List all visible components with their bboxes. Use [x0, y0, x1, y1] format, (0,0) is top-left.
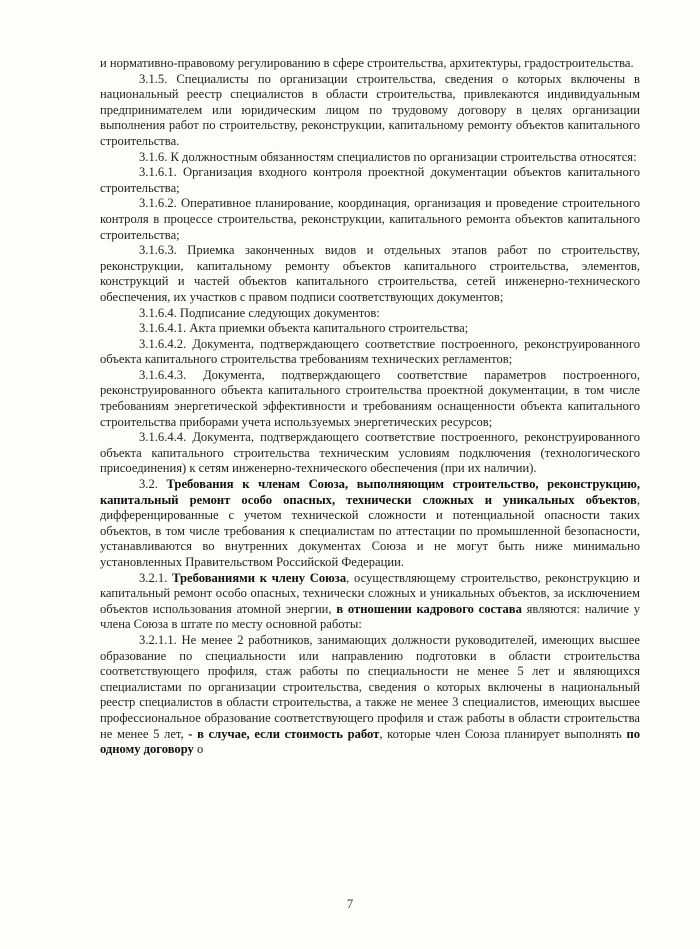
- paragraph: [100, 72, 640, 150]
- paragraph: [100, 368, 640, 430]
- paragraph-text: 3.1.6.4.3. Документа, подтверждающего соответствие параметров построенного, реконструированного объекта капитального строительства проектной документации, в том числе требованиям энергетической эффективности и требованиям оснащенности объекта капитального строительства приборами учета используемых энергетических ресурсов;: [100, 367, 640, 429]
- paragraph-text: 3.2.1.: [139, 570, 173, 585]
- paragraph: [100, 243, 640, 305]
- paragraph: [100, 321, 640, 337]
- paragraph: [100, 633, 640, 758]
- paragraph-text: 3.1.6.4.2. Документа, подтверждающего соответствие построенного, реконструированного объекта капитального строительства требованиям технических регламентов;: [100, 336, 640, 367]
- paragraph: [100, 430, 640, 477]
- paragraph-text: 3.1.6.4. Подписание следующих документов:: [139, 305, 380, 320]
- bold-text: - в случае, если стоимость работ: [188, 726, 380, 741]
- paragraph: [100, 477, 640, 571]
- paragraph: [100, 56, 640, 72]
- paragraph: [100, 571, 640, 633]
- document-body: [100, 56, 640, 758]
- paragraph-text: 3.1.5. Специалисты по организации строительства, сведения о которых включены в национальный реестр специалистов в области строительства, привлекаются индивидуальным предпринимателем или юридическим лицом по трудовому договору в целях организации выполнения работ по строительству, реконструкции, капитальному ремонту объектов капитального строительства.: [100, 71, 640, 148]
- paragraph-text: 3.1.6.3. Приемка законченных видов и отдельных этапов работ по строительству, реконструкции, капитальному ремонту объектов капитального строительства, элементов, конструкций и частей объектов капитального строительства, сетей инженерно-технического обеспечения, их участков с правом подписи соответствующих документов;: [100, 243, 640, 304]
- paragraph-text: 3.1.6.4.1. Акта приемки объекта капитального строительства;: [139, 321, 469, 336]
- paragraph: [100, 337, 640, 368]
- bold-text: в отношении кадрового состава: [336, 601, 522, 616]
- page-number: 7: [346, 897, 354, 911]
- paragraph: [100, 150, 640, 166]
- paragraph-text: , осуществляющему строительство, реконструкцию и капитальный ремонт особо опасных, технически сложных и уникальных объектов, за исключением объектов использования атомной энергии,: [100, 570, 640, 616]
- paragraph-text: 3.1.6. К должностным обязанностям специалистов по организации строительства относятся:: [139, 149, 637, 164]
- paragraph-text: 3.1.6.4.4. Документа, подтверждающего соответствие построенного, реконструированного объекта капитального строительства техническим условиям подключения (технологического присоединения) к сетям инженерно-технического обеспечения (при их наличии).: [100, 430, 640, 476]
- paragraph-text: , дифференцированные с учетом технической сложности и потенциальной опасности таких объектов, в том числе требования к специалистам по аттестации по промышленной безопасности, устанавливаются во внутренних документах Союза и не могут быть ниже минимально установленных Правительством Российской Федерации.: [100, 492, 640, 569]
- paragraph-text: являются: наличие у члена Союза в штате по месту основной работы:: [100, 601, 640, 632]
- bold-text: по одному договору: [100, 726, 640, 757]
- bold-text: Требования к членам Союза, выполняющим строительство, реконструкцию, капитальный ремонт особо опасных, технически сложных и уникальных объектов: [100, 477, 640, 507]
- paragraph-text: , которые член Союза планирует выполнять: [379, 726, 627, 741]
- paragraph-text: 3.2.1.1. Не менее 2 работников, занимающих должности руководителей, имеющих высшее образование по специальности или направлению подготовки в области строительства соответствующего профиля, стаж работы по специальности не менее 5 лет и являющихся специалистами по организации строительства, сведения о которых включены в национальный реестр специалистов в области строительства, а также не менее 3 специалистов, имеющих высшее профессиональное образование соответствующего профиля и стаж работы в области строительства не менее 5 лет,: [100, 632, 640, 741]
- paragraph-text: о: [193, 742, 204, 757]
- paragraph: [100, 165, 640, 196]
- bold-text: Требованиями к члену Союза: [172, 570, 347, 585]
- paragraph-text: 3.1.6.2. Оперативное планирование, координация, организация и проведение строительного контроля в процессе строительства, реконструкции, капитального ремонта объектов капитального строительства;: [100, 196, 640, 242]
- paragraph-text: 3.2.: [139, 477, 167, 492]
- paragraph-text: и нормативно-правовому регулированию в сфере строительства, архитектуры, градостроительства.: [100, 56, 634, 70]
- paragraph-text: 3.1.6.1. Организация входного контроля проектной документации объектов капитального строительства;: [100, 165, 640, 195]
- paragraph: [100, 196, 640, 243]
- paragraph: [100, 306, 640, 322]
